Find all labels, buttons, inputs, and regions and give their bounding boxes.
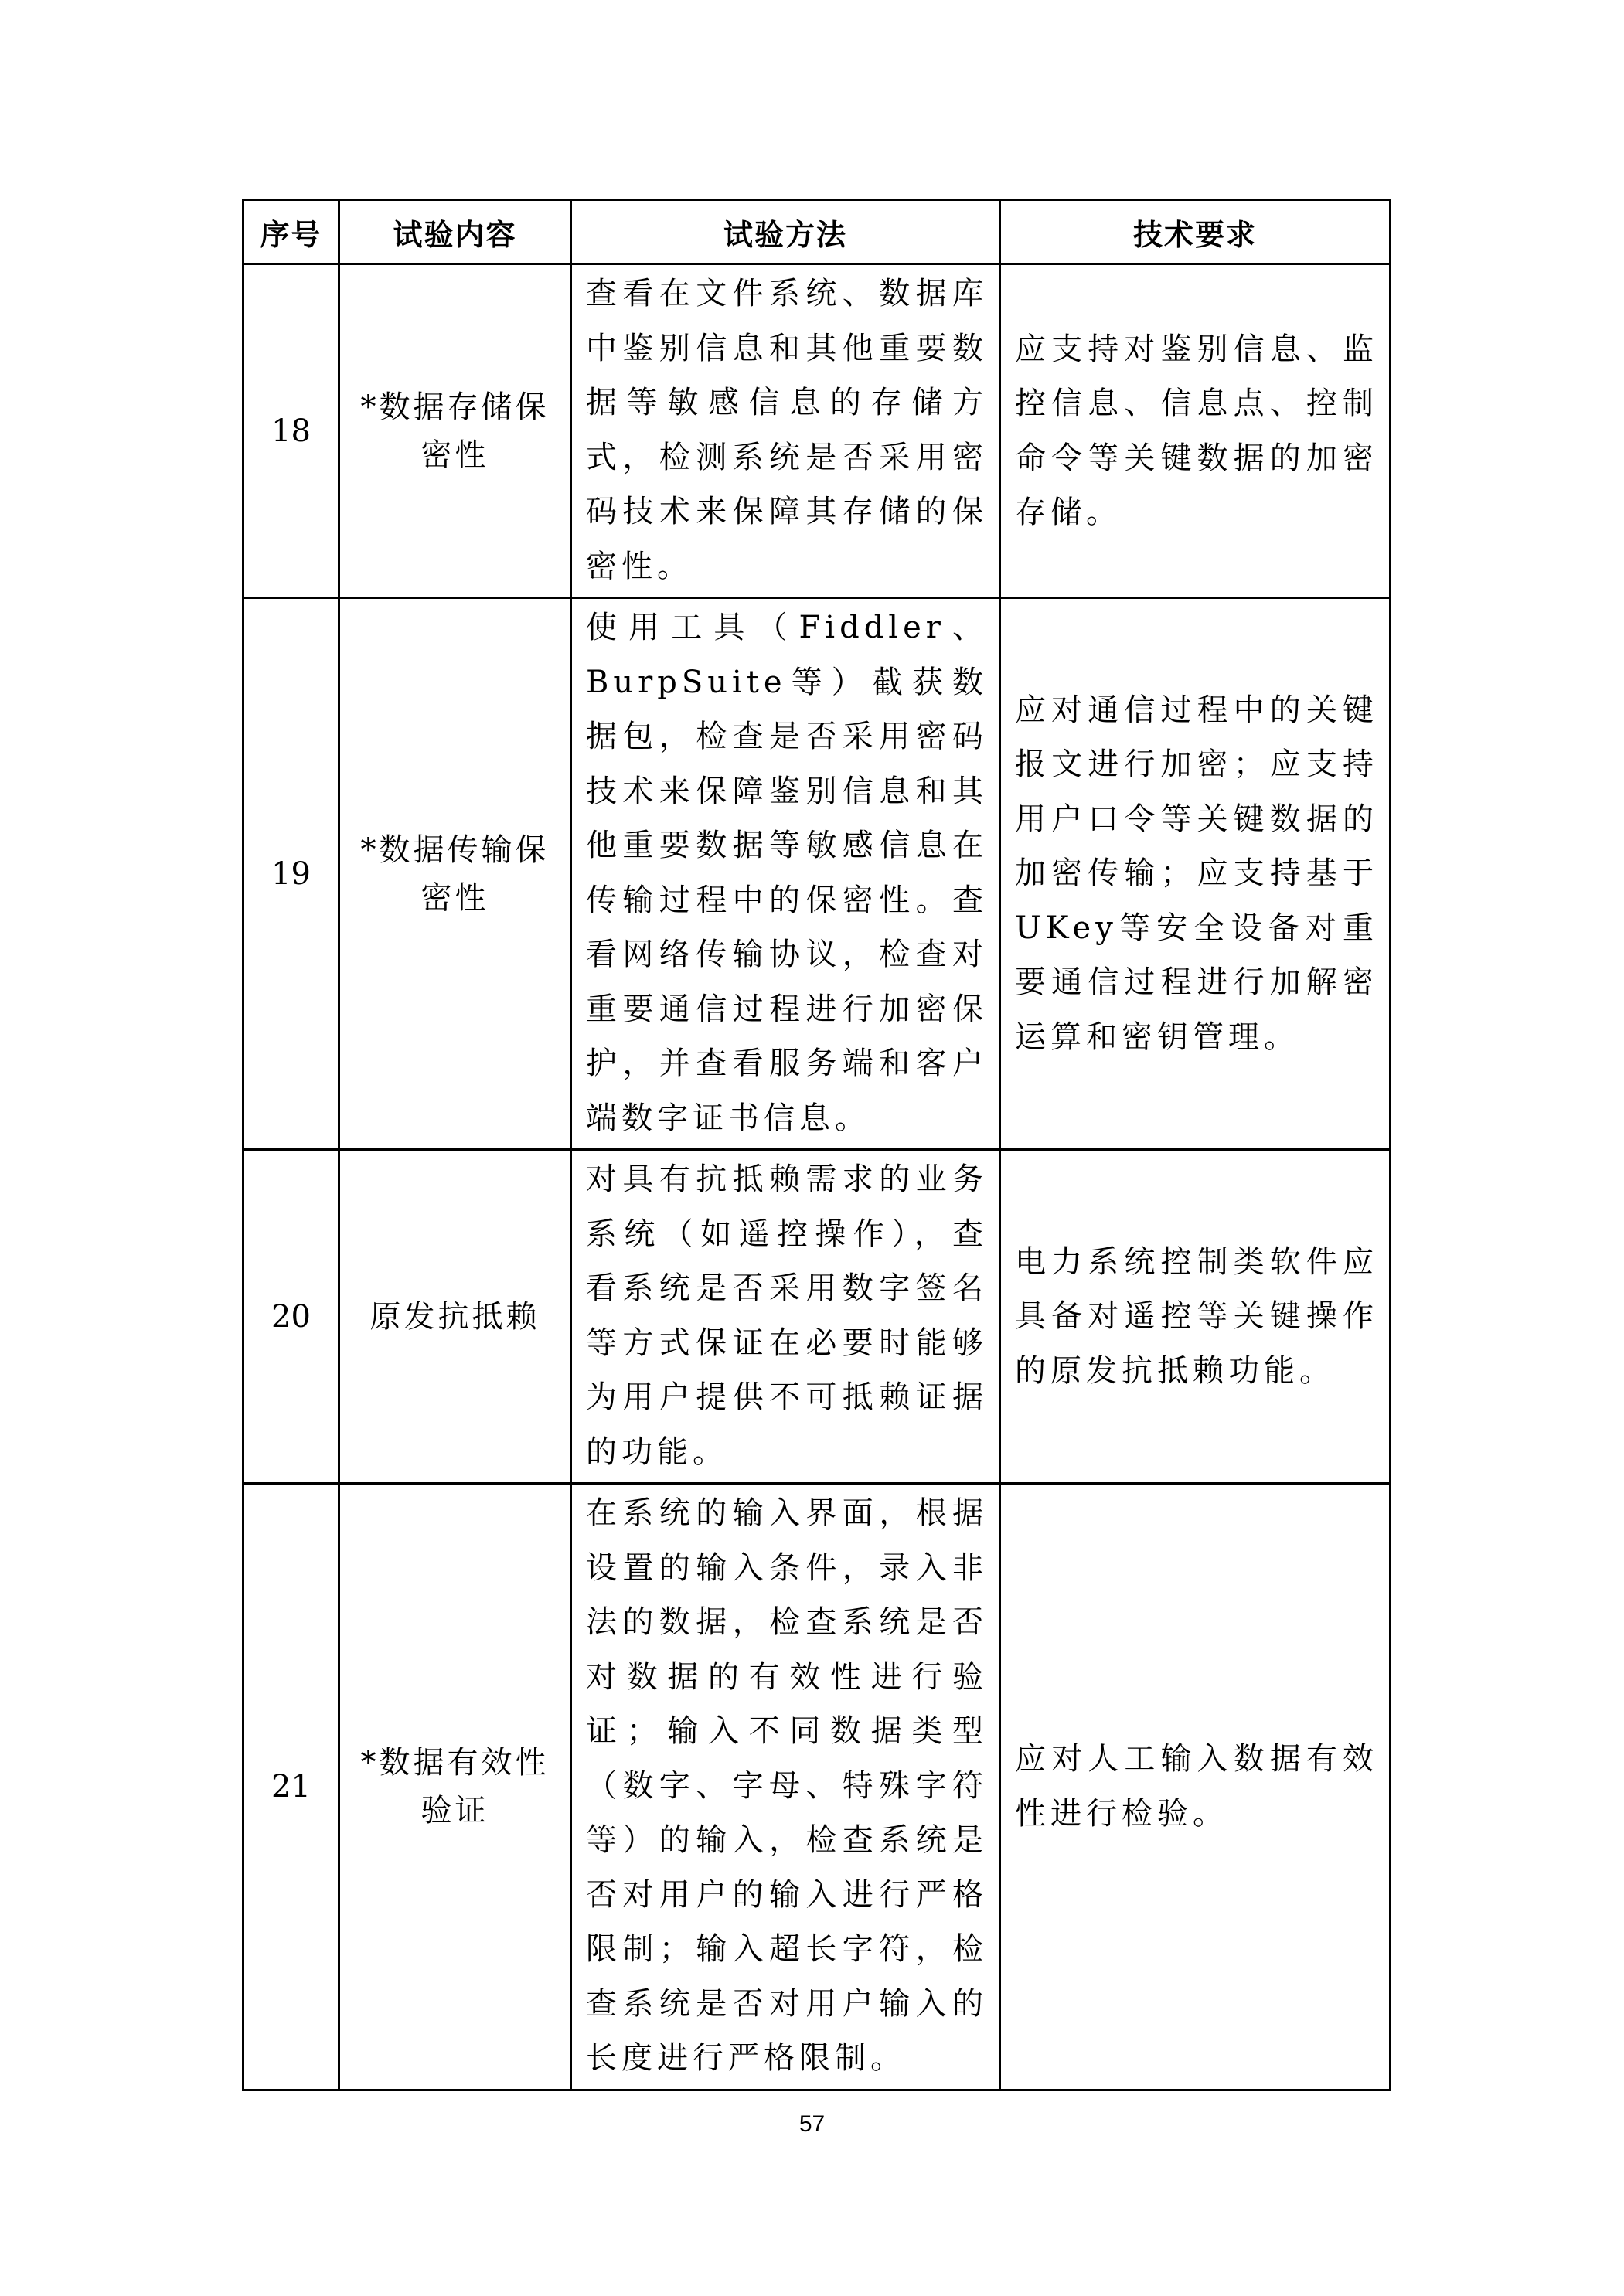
header-serial-number: 序号 [243, 200, 339, 264]
row-technical-requirement: 电力系统控制类软件应具备对遥控等关键操作的原发抗抵赖功能。 [1000, 1150, 1391, 1484]
row-test-method: 在系统的输入界面，根据设置的输入条件，录入非法的数据，检查系统是否对数据的有效性进行验证；输入不同数据类型（数字、字母、特殊字符等）的输入，检查系统是否对用户的输入进行严格限制；输入超长字符，检查系统是否对用户输入的长度进行严格限制。 [571, 1484, 1000, 2090]
row-test-content: *数据传输保密性 [339, 598, 571, 1150]
row-number: 18 [243, 264, 339, 598]
header-test-content: 试验内容 [339, 200, 571, 264]
test-spec-table [242, 199, 1391, 2091]
table-row [243, 264, 1391, 598]
row-technical-requirement: 应对人工输入数据有效性进行检验。 [1000, 1484, 1391, 2090]
row-test-method: 使用工具（Fiddler、BurpSuite等）截获数据包，检查是否采用密码技术来保障鉴别信息和其他重要数据等敏感信息在传输过程中的保密性。查看网络传输协议，检查对重要通信过程进行加密保护，并查看服务端和客户端数字证书信息。 [571, 598, 1000, 1150]
row-test-content: 原发抗抵赖 [339, 1150, 571, 1484]
table-row [243, 1150, 1391, 1484]
row-technical-requirement: 应对通信过程中的关键报文进行加密；应支持用户口令等关键数据的加密传输；应支持基于UKey等安全设备对重要通信过程进行加解密运算和密钥管理。 [1000, 598, 1391, 1150]
page-number: 57 [798, 2111, 826, 2137]
row-test-content: *数据有效性验证 [339, 1484, 571, 2090]
row-number: 19 [243, 598, 339, 1150]
table-row [243, 1484, 1391, 2090]
row-test-content: *数据存储保密性 [339, 264, 571, 598]
table-row [243, 598, 1391, 1150]
row-test-method: 对具有抗抵赖需求的业务系统（如遥控操作），查看系统是否采用数字签名等方式保证在必要时能够为用户提供不可抵赖证据的功能。 [571, 1150, 1000, 1484]
row-technical-requirement: 应支持对鉴别信息、监控信息、信息点、控制命令等关键数据的加密存储。 [1000, 264, 1391, 598]
header-technical-requirement: 技术要求 [1000, 200, 1391, 264]
table-header-row [243, 200, 1391, 264]
row-number: 20 [243, 1150, 339, 1484]
row-number: 21 [243, 1484, 339, 2090]
header-test-method: 试验方法 [571, 200, 1000, 264]
row-test-method: 查看在文件系统、数据库中鉴别信息和其他重要数据等敏感信息的存储方式，检测系统是否采用密码技术来保障其存储的保密性。 [571, 264, 1000, 598]
